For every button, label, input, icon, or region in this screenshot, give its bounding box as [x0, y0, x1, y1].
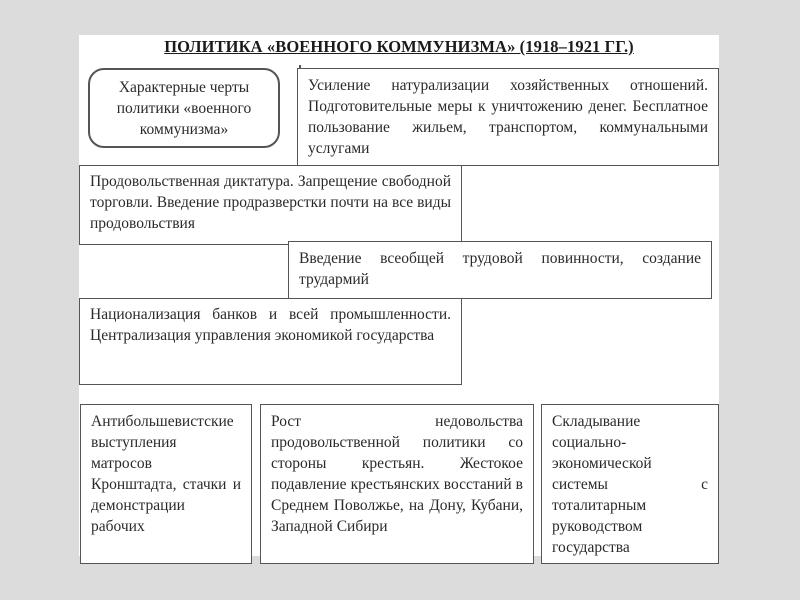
- central-node-text: Характерные черты политики «военного коммунизма»: [116, 79, 252, 138]
- consequence-text: Антибольшевистские выступления матросов Кронштадта, стачки и демонстрации рабочих: [91, 413, 241, 535]
- feature-box-food-dictatorship: [79, 165, 462, 245]
- feature-box-labor-duty: [288, 241, 712, 299]
- consequence-text: Рост недовольства продовольственной политики со стороны крестьян. Жестокое подавление крестьянских восстаний в Среднем Поволжье, на Дону, Кубани, Западной Сибири: [271, 413, 523, 535]
- central-node: [88, 68, 280, 148]
- feature-text: Национализация банков и всей промышленности. Централизация управления экономикой государства: [90, 306, 451, 344]
- diagram-sheet: [79, 35, 719, 556]
- feature-text: Усиление натурализации хозяйственных отношений. Подготовительные меры к уничтожению денег. Бесплатное пользование жильем, транспортом, коммунальными услугами: [308, 77, 708, 157]
- consequence-text: Складывание социально-экономической системы с тоталитарным руководством государства: [552, 413, 708, 556]
- feature-text: Продовольственная диктатура. Запрещение свободной торговли. Введение продразверстки почти на все виды продовольствия: [90, 173, 451, 232]
- feature-box-naturalization: [297, 68, 719, 166]
- consequence-box-peasant-discontent: [260, 404, 534, 564]
- consequence-box-totalitarian-system: [541, 404, 719, 564]
- feature-box-nationalization: [79, 298, 462, 385]
- consequence-box-anti-bolshevik: [80, 404, 252, 564]
- diagram-title: ПОЛИТИКА «ВОЕННОГО КОММУНИЗМА» (1918–1921 ГГ.): [164, 37, 634, 56]
- feature-text: Введение всеобщей трудовой повинности, создание трудармий: [299, 250, 701, 288]
